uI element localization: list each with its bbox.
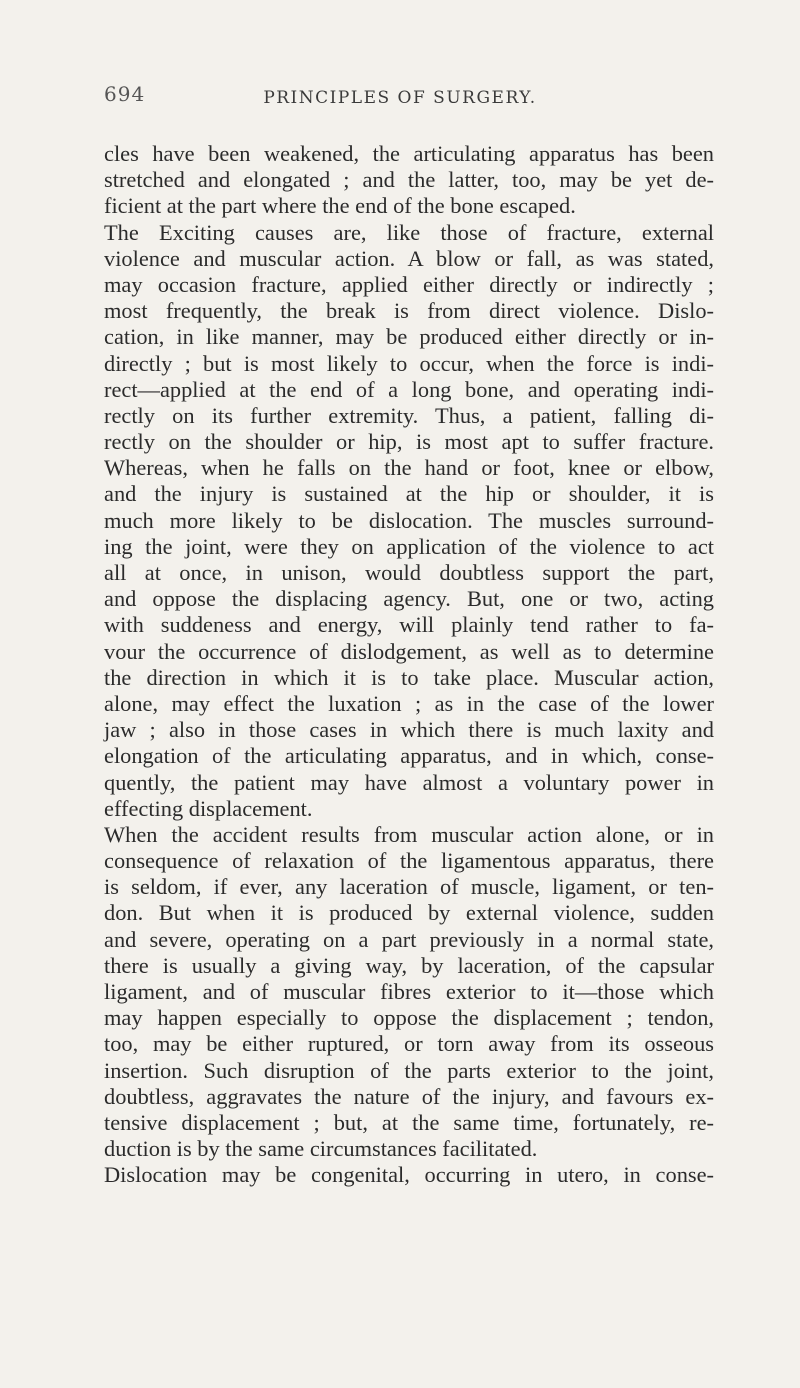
text-line: rectly on its further extremity. Thus, a patient, falling di-: [104, 402, 714, 428]
text-line: may occasion fracture, applied either directly or indirectly ;: [104, 271, 714, 297]
text-line: and the injury is sustained at the hip or shoulder, it is: [104, 481, 714, 507]
text-line: ficient at the part where the end of the bone escaped.: [104, 193, 576, 219]
page-header: [0, 82, 800, 112]
text-line: When the accident results from muscular action alone, or in: [104, 821, 714, 847]
text-line: tensive displacement ; but, at the same time, fortunately, re-: [104, 1109, 714, 1135]
text-line: there is usually a giving way, by laceration, of the capsular: [104, 952, 714, 978]
text-line: alone, may effect the luxation ; as in the case of the lower: [104, 690, 714, 716]
text-line: Whereas, when he falls on the hand or foot, knee or elbow,: [104, 455, 714, 481]
text-line: quently, the patient may have almost a voluntary power in: [104, 769, 714, 795]
page-number: 694: [104, 82, 146, 106]
text-line: all at once, in unison, would doubtless support the part,: [104, 560, 714, 585]
text-line: rectly on the shoulder or hip, is most apt to suffer fracture.: [104, 429, 714, 455]
text-line: don. But when it is produced by external violence, sudden: [104, 900, 714, 926]
text-line: consequence of relaxation of the ligamentous apparatus, there: [104, 848, 714, 874]
text-line: effecting displacement.: [104, 795, 313, 821]
text-line: may happen especially to oppose the displacement ; tendon,: [104, 1005, 714, 1031]
text-line: directly ; but is most likely to occur, when the force is indi-: [104, 350, 714, 376]
text-line: and oppose the displacing agency. But, one or two, acting: [104, 586, 714, 612]
text-line: insertion. Such disruption of the parts exterior to the joint,: [104, 1057, 714, 1083]
text-line: duction is by the same circumstances facilitated.: [104, 1136, 538, 1162]
text-line: the direction in which it is to take place. Muscular action,: [104, 664, 714, 690]
text-line: violence and muscular action. A blow or fall, as was stated,: [104, 245, 714, 271]
text-line: The Exciting causes are, like those of fracture, external: [104, 219, 714, 245]
body-text: [104, 141, 714, 1189]
text-line: rect—applied at the end of a long bone, and operating indi-: [104, 376, 714, 402]
text-line: cles have been weakened, the articulating apparatus has been: [104, 141, 714, 166]
text-line: too, may be either ruptured, or torn away from its osseous: [104, 1031, 714, 1057]
text-line: elongation of the articulating apparatus, and in which, conse-: [104, 743, 714, 769]
text-line: with suddeness and energy, will plainly tend rather to fa-: [104, 612, 714, 638]
text-line: Dislocation may be congenital, occurring in utero, in conse-: [104, 1162, 714, 1188]
text-line: much more likely to be dislocation. The muscles surround-: [104, 507, 714, 533]
text-line: and severe, operating on a part previously in a normal state,: [104, 926, 714, 952]
text-line: doubtless, aggravates the nature of the injury, and favours ex-: [104, 1083, 714, 1109]
running-head: PRINCIPLES OF SURGERY.: [263, 88, 537, 108]
text-line: is seldom, if ever, any laceration of muscle, ligament, or ten-: [104, 874, 714, 900]
text-line: vour the occurrence of dislodgement, as well as to determine: [104, 638, 714, 664]
text-line: most frequently, the break is from direct violence. Dislo-: [104, 298, 714, 324]
text-line: stretched and elongated ; and the latter, too, may be yet de-: [104, 167, 714, 193]
text-line: ing the joint, were they on application of the violence to act: [104, 533, 714, 559]
text-line: jaw ; also in those cases in which there is much laxity and: [104, 717, 714, 743]
text-line: ligament, and of muscular fibres exterior to it—those which: [104, 979, 714, 1004]
text-line: cation, in like manner, may be produced either directly or in-: [104, 324, 714, 350]
